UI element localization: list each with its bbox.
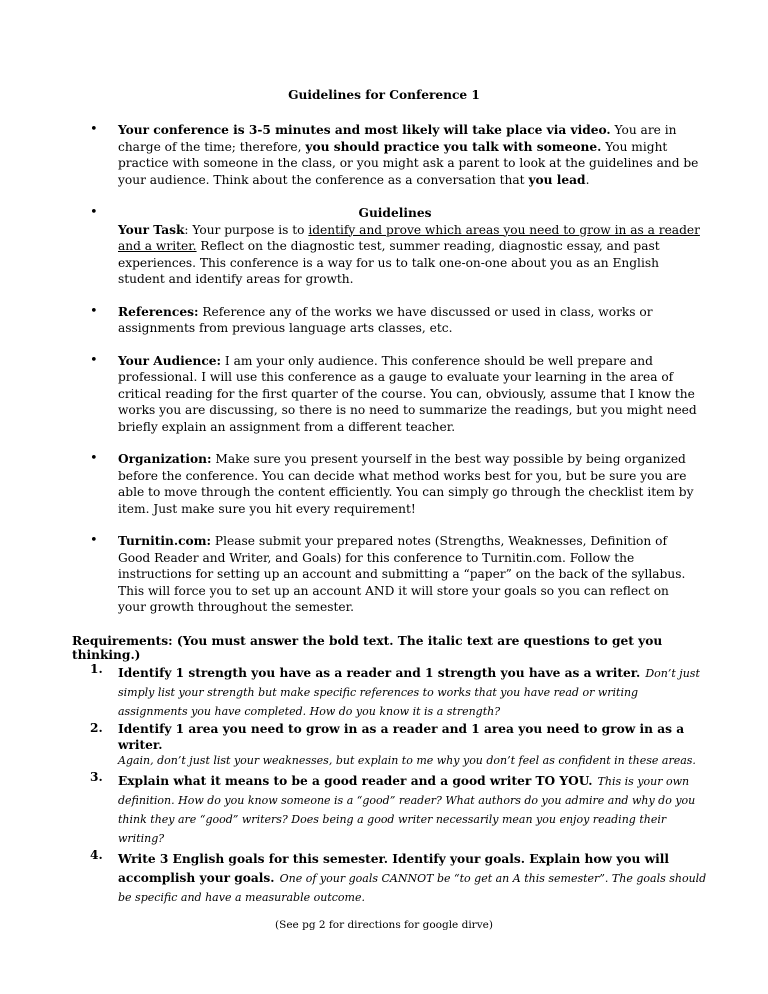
requirement-item — [90, 662, 710, 719]
intro-text-2: You might practice with someone in the class, or you might ask a parent to look at the guidelines and be your audience. Think about the conference as a conversation that — [118, 139, 699, 187]
references-item — [90, 304, 700, 337]
turnitin-label: Turnitin.com: — [118, 534, 212, 548]
requirement-italic: Again, don’t just list your weaknesses, but explain to me why you don’t feel as confident in these areas. — [118, 754, 696, 767]
task-item — [90, 205, 700, 288]
intro-item — [90, 122, 700, 188]
guideline-list — [90, 122, 700, 632]
turnitin-item — [90, 533, 700, 616]
task-colon: : Your purpose is to — [184, 222, 309, 237]
references-text: Reference any of the works we have discussed or used in class, works or assignments from previous language arts classes, etc. — [118, 304, 653, 335]
organization-label: Organization: — [118, 452, 212, 466]
intro-bold-3: you lead — [528, 172, 586, 187]
audience-label: Your Audience: — [118, 353, 222, 368]
guidelines-heading: • Guidelines — [358, 206, 432, 220]
requirement-item — [90, 770, 710, 846]
requirement-lead: Identify 1 strength you have as a reader and 1 strength you have as a writer. — [118, 666, 641, 680]
page-footer: (See pg 2 for directions for google dirve) — [275, 919, 493, 931]
task-label: Your Task — [118, 222, 185, 237]
requirement-lead: Identify 1 area you need to grow in as a reader and 1 area you need to grow in as a writer. — [118, 722, 685, 752]
references-label: References: — [118, 304, 199, 319]
requirement-number: 1. — [90, 662, 103, 676]
intro-bold-2: you should practice you talk with someone. — [305, 139, 602, 154]
requirement-item — [90, 848, 710, 905]
requirement-lead: Explain what it means to be a good reader and a good writer TO YOU. — [118, 774, 593, 788]
requirement-number: 2. — [90, 721, 103, 735]
intro-bold-1: Your conference is 3-5 minutes and most likely will take place via video. — [118, 123, 611, 137]
task-text: Reflect on the diagnostic test, summer reading, diagnostic essay, and past experiences. This conference is a way for us to talk one-on-one about you as an English student and identify areas for growth. — [118, 239, 660, 286]
requirement-item — [90, 721, 710, 768]
requirements-heading: Requirements: (You must answer the bold text. The italic text are questions to get you thinking.) — [72, 634, 663, 662]
turnitin-text: Please submit your prepared notes (Strengths, Weaknesses, Definition of Good Reader and Writer, and Goals) for this conference to Turnitin.com. Follow the instructions for setting up an account and submitting a “paper” on the back of the syllabus. This will force you to set up an account AND it will store your goals so you can reflect on your growth throughout the semester. — [118, 534, 686, 614]
page-title: Guidelines for Conference 1 — [288, 88, 480, 102]
audience-item — [90, 353, 700, 436]
intro-text-3: . — [585, 172, 590, 187]
audience-text: I am your only audience. This conference should be well prepare and professional. I will use this conference as a gauge to evaluate your learning in the area of critical reading for the first quarter of the course. You can, obviously, assume that I know the works you are discussing, so there is no need to summarize the readings, but you might need briefly explain an assignment from a different teacher. — [118, 353, 697, 434]
requirement-number: 4. — [90, 848, 103, 862]
organization-text: Make sure you present yourself in the best way possible by being organized before the conference. You can decide what method works best for you, but be sure you are able to move through the content efficiently. You can simply go through the checklist item by item. Just make sure you hit every requirement! — [118, 452, 694, 516]
requirement-italic: This is your own definition. How do you know someone is a “good” reader? What authors do you admire and why do you think they are “good” writers? Does being a good writer necessarily mean you enjoy reading their writing? — [118, 775, 696, 845]
requirement-number: 3. — [90, 770, 103, 784]
intro-text-1: You are in charge of the time; therefore, — [118, 123, 677, 154]
requirement-italic: Don’t just simply list your strength but make specific references to works that you have read or writing assignments you have completed. How do you know it is a strength? — [118, 667, 700, 718]
task-underlined: identify and prove which areas you need to grow in as a reader and a writer. — [118, 222, 700, 253]
organization-item — [90, 451, 700, 517]
requirement-italic: One of your goals CANNOT be “to get an A this semester”. The goals should be specific and have a measurable outcome. — [118, 872, 707, 904]
requirement-lead: Write 3 English goals for this semester. Identify your goals. Explain how you will accomplish your goals. — [118, 852, 669, 885]
requirements-list — [90, 662, 710, 907]
